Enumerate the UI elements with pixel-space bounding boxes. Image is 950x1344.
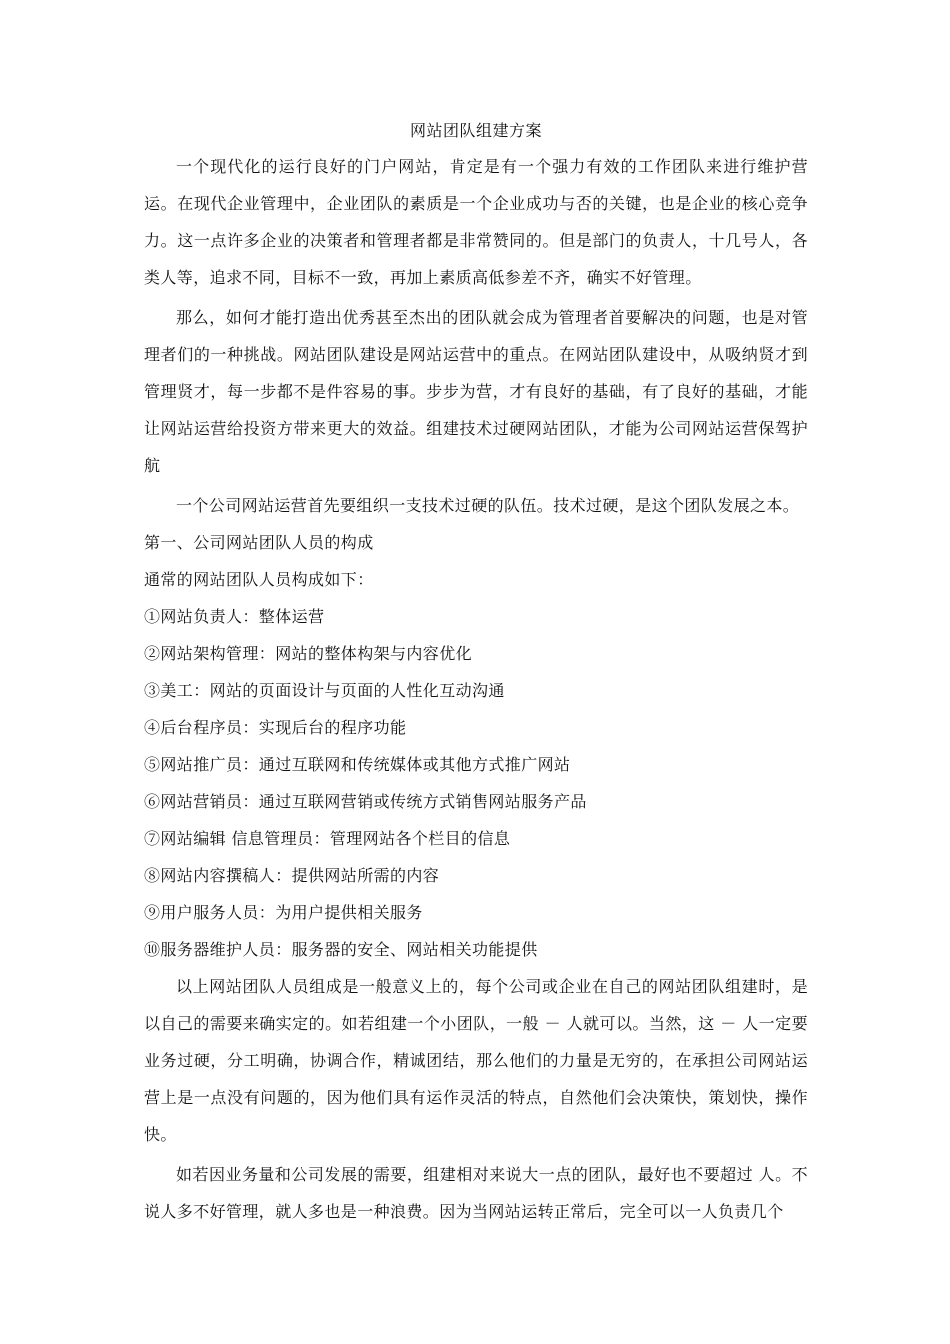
body-paragraph-1: 以上网站团队人员组成是一般意义上的，每个公司或企业在自己的网站团队组建时，是以自己的需要来确实定的。如若组建一个小团队，一般 － 人就可以。当然，这 － 人一定要业务过硬，分工明确，协调合作，精诚团结，那么他们的力量是无穷的，在承担公司网站运营上是一点没有问题的，因为他们具有运作灵活的特点，自然他们会决策快，策划快，操作快。 [144,977,808,1144]
roles-list [144,598,808,968]
list-item: ③美工：网站的页面设计与页面的人性化互动沟通 [144,681,505,700]
intro-paragraph-3: 一个公司网站运营首先要组织一支技术过硬的队伍。技术过硬，是这个团队发展之本。 [176,496,800,515]
list-item: ⑩服务器维护人员：服务器的安全、网站相关功能提供 [144,940,538,959]
document-title: 网站团队组建方案 [409,121,542,140]
section-heading: 第一、公司网站团队人员的构成 [144,533,374,552]
document-page [144,118,808,1230]
list-item: ⑨用户服务人员：为用户提供相关服务 [144,903,423,922]
body-paragraph-2: 如若因业务量和公司发展的需要，组建相对来说大一点的团队，最好也不要超过 人。不说人多不好管理，就人多也是一种浪费。因为当网站运转正常后，完全可以一人负责几个 [144,1165,808,1221]
list-item: ②网站架构管理：网站的整体构架与内容优化 [144,644,473,663]
list-item: ⑧网站内容撰稿人：提供网站所需的内容 [144,866,440,885]
intro-paragraph-1: 一个现代化的运行良好的门户网站，肯定是有一个强力有效的工作团队来进行维护营运。在现代企业管理中，企业团队的素质是一个企业成功与否的关键，也是企业的核心竞争力。这一点许多企业的决策者和管理者都是非常赞同的。但是部门的负责人，十几号人，各类人等，追求不同，目标不一致，再加上素质高低参差不齐，确实不好管理。 [144,157,808,287]
list-item: ⑦网站编辑 信息管理员：管理网站各个栏目的信息 [144,829,511,848]
list-intro: 通常的网站团队人员构成如下： [144,570,374,589]
list-item: ⑤网站推广员：通过互联网和传统媒体或其他方式推广网站 [144,755,571,774]
list-item: ④后台程序员：实现后台的程序功能 [144,718,407,737]
intro-paragraph-2: 那么，如何才能打造出优秀甚至杰出的团队就会成为管理者首要解决的问题，也是对管理者们的一种挑战。网站团队建设是网站运营中的重点。在网站团队建设中，从吸纳贤才到管理贤才，每一步都不是件容易的事。步步为营，才有良好的基础，有了良好的基础，才能让网站运营给投资方带来更大的效益。组建技术过硬网站团队，才能为公司网站运营保驾护航 [144,308,808,475]
list-item: ⑥网站营销员：通过互联网营销或传统方式销售网站服务产品 [144,792,587,811]
list-item: ①网站负责人：整体运营 [144,607,325,626]
